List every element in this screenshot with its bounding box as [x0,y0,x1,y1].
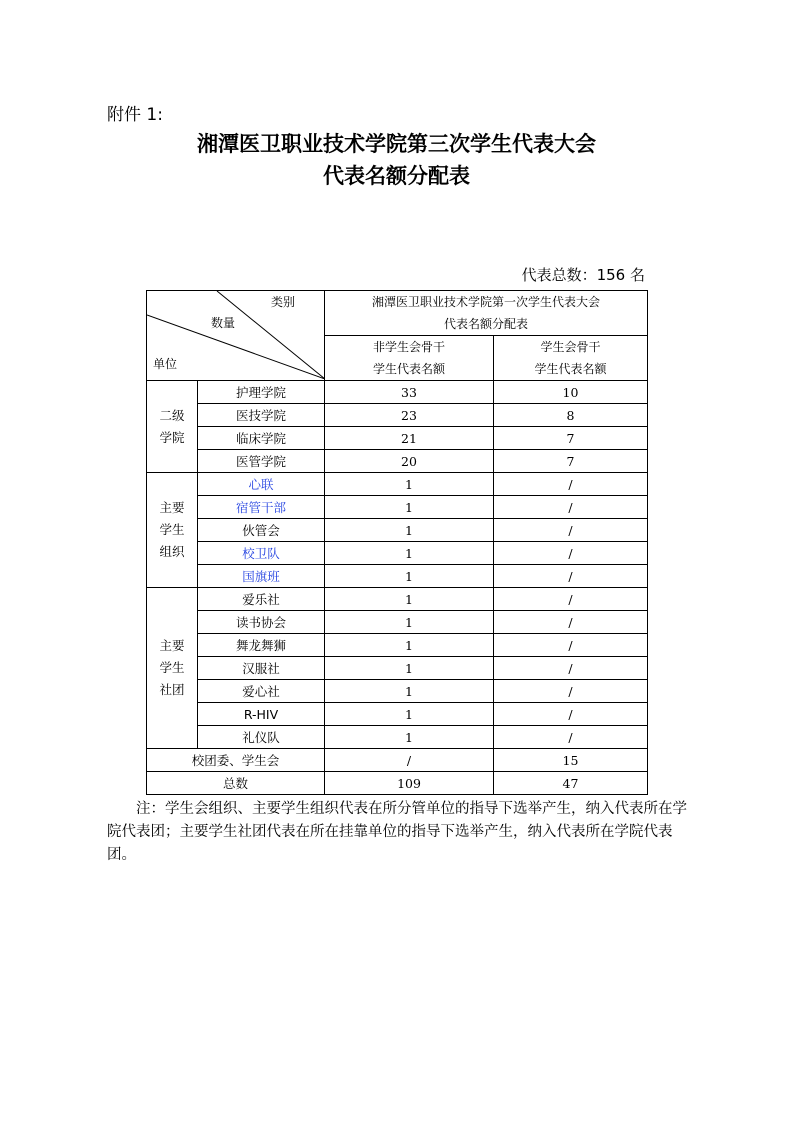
table-row [147,588,648,611]
table-row [147,657,648,680]
non-core-quota: 21 [325,427,494,450]
non-core-quota: 1 [325,726,494,749]
core-quota: / [494,496,648,519]
table-row [147,519,648,542]
core-quota: / [494,680,648,703]
league-row-label: 校团委、学生会 [147,749,325,772]
table-row [147,473,648,496]
column-header-non-core [325,336,494,381]
main-header [325,291,648,336]
header-quantity-label: 数量 [211,316,236,330]
non-core-quota: 1 [325,634,494,657]
core-quota: 7 [494,427,648,450]
table-row [147,542,648,565]
core-quota: / [494,588,648,611]
table-row [147,726,648,749]
non-core-quota: 1 [325,611,494,634]
unit-name: 护理学院 [198,381,325,404]
table-row [147,680,648,703]
group-label-clubs: 主要 学生 社团 [147,588,198,749]
non-core-quota: 1 [325,519,494,542]
group-label-colleges: 二级 学院 [147,381,198,473]
footnote: 注：学生会组织、主要学生组织代表在所分管单位的指导下选举产生，纳入代表所在学院代表团；主要学生社团代表在所在挂靠单位的指导下选举产生，纳入代表所在学院代表团。 [107,801,687,863]
unit-name: 礼仪队 [198,726,325,749]
non-core-quota: 1 [325,680,494,703]
unit-name: 宿管干部 [198,496,325,519]
table-row [147,381,648,404]
total-row-label: 总数 [147,772,325,795]
table-row [147,703,648,726]
non-core-quota: 1 [325,473,494,496]
non-core-quota: 33 [325,381,494,404]
unit-name: 医技学院 [198,404,325,427]
table-row [147,496,648,519]
league-row-core: 15 [494,749,648,772]
total-row [147,772,648,795]
main-header-line1: 湘潭医卫职业技术学院第一次学生代表大会 [372,295,601,309]
unit-name: 国旗班 [198,565,325,588]
league-row [147,749,648,772]
table-row [147,427,648,450]
unit-name: 心联 [198,473,325,496]
attachment-label: 附件 1: [107,105,163,125]
total-row-non-core: 109 [325,772,494,795]
non-core-quota: 23 [325,404,494,427]
main-header-line2: 代表名额分配表 [444,317,529,331]
core-quota: / [494,611,648,634]
unit-name: 读书协会 [198,611,325,634]
column-header-core-line2: 学生代表名额 [534,362,607,376]
non-core-quota: 1 [325,542,494,565]
table-row [147,611,648,634]
column-header-non-core-line2: 学生代表名额 [372,362,445,376]
diagonal-header-cell [147,291,325,381]
total-row-core: 47 [494,772,648,795]
table-row [147,404,648,427]
unit-name: 舞龙舞狮 [198,634,325,657]
non-core-quota: 1 [325,496,494,519]
group-label-orgs: 主要 学生 组织 [147,473,198,588]
core-quota: 7 [494,450,648,473]
unit-name: 汉服社 [198,657,325,680]
non-core-quota: 1 [325,703,494,726]
total-representatives: 代表总数：156 名 [521,266,645,284]
core-quota: / [494,703,648,726]
table-row [147,450,648,473]
column-header-core-line1: 学生会骨干 [540,340,601,354]
header-category-label: 类别 [271,295,296,309]
quota-table [146,290,648,795]
table-body [147,381,648,795]
core-quota: / [494,542,648,565]
column-header-non-core-line1: 非学生会骨干 [372,340,445,354]
core-quota: / [494,519,648,542]
document-subtitle: 代表名额分配表 [323,164,470,188]
core-quota: 10 [494,381,648,404]
document-title: 湘潭医卫职业技术学院第三次学生代表大会 [197,132,596,156]
core-quota: / [494,634,648,657]
table-row [147,634,648,657]
core-quota: / [494,473,648,496]
core-quota: / [494,657,648,680]
non-core-quota: 1 [325,588,494,611]
core-quota: / [494,565,648,588]
core-quota: 8 [494,404,648,427]
non-core-quota: 1 [325,565,494,588]
table-row [147,565,648,588]
unit-name: 校卫队 [198,542,325,565]
non-core-quota: 20 [325,450,494,473]
unit-name: R-HIV [198,703,325,726]
league-row-non-core: / [325,749,494,772]
unit-name: 爱乐社 [198,588,325,611]
core-quota: / [494,726,648,749]
unit-name: 爱心社 [198,680,325,703]
unit-name: 医管学院 [198,450,325,473]
unit-name: 临床学院 [198,427,325,450]
unit-name: 伙管会 [198,519,325,542]
header-unit-label: 单位 [153,357,178,371]
column-header-core [494,336,648,381]
non-core-quota: 1 [325,657,494,680]
